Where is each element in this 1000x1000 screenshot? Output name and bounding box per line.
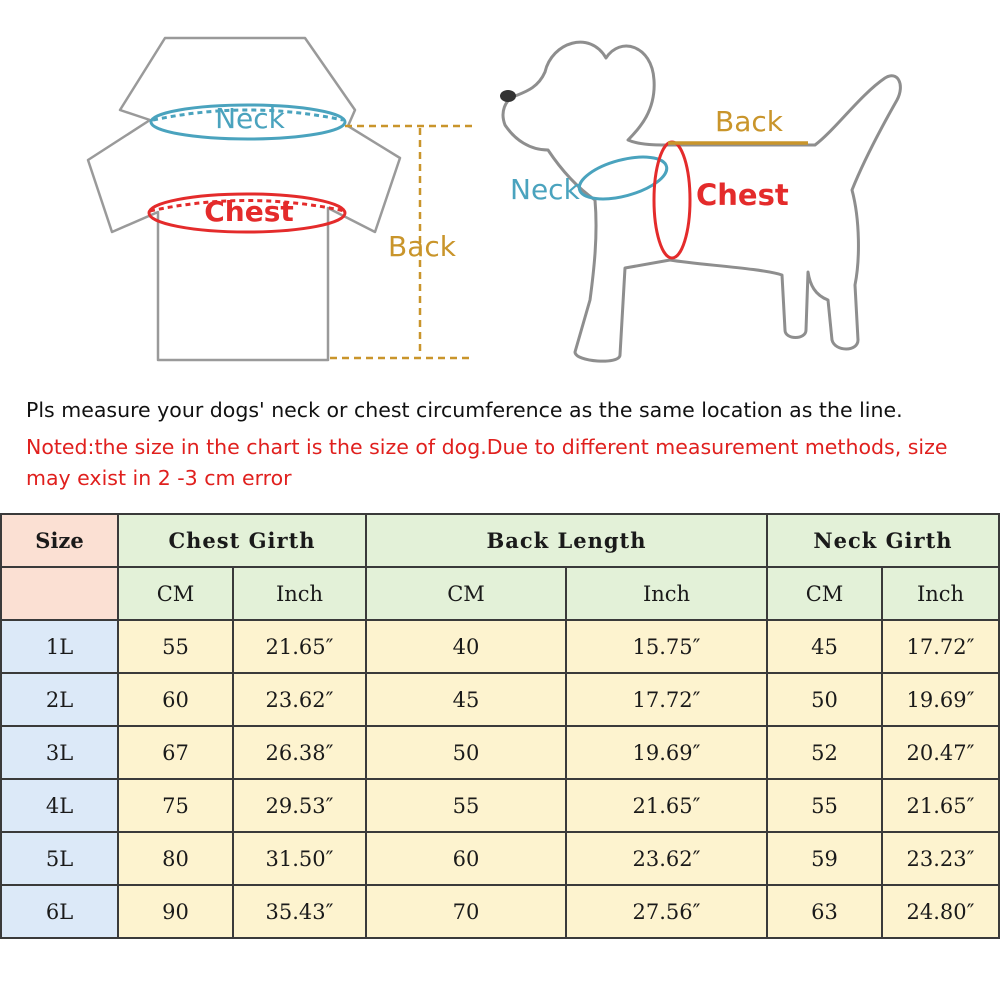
neck-cm-cell: 63 [767, 885, 882, 938]
size-cell: 3L [1, 726, 118, 779]
dog-back-label: Back [715, 105, 783, 138]
chest-cm-cell: 80 [118, 832, 233, 885]
unit-inch: Inch [233, 567, 366, 620]
dog-chest-line [654, 142, 690, 258]
size-header-blank [1, 567, 118, 620]
size-cell: 2L [1, 673, 118, 726]
chest-inch-cell: 26.38″ [233, 726, 366, 779]
chest-inch-cell: 21.65″ [233, 620, 366, 673]
unit-cm: CM [118, 567, 233, 620]
back-cm-cell: 45 [366, 673, 566, 726]
shirt-chest-label: Chest [204, 195, 294, 228]
back-inch-cell: 23.62″ [566, 832, 767, 885]
chest-inch-cell: 23.62″ [233, 673, 366, 726]
measurement-diagram [0, 0, 1000, 390]
chest-inch-cell: 35.43″ [233, 885, 366, 938]
neck-girth-header: Neck Girth [767, 514, 999, 567]
unit-cm: CM [767, 567, 882, 620]
neck-cm-cell: 50 [767, 673, 882, 726]
chest-cm-cell: 75 [118, 779, 233, 832]
table-unit-row [1, 567, 999, 620]
size-cell: 4L [1, 779, 118, 832]
chest-girth-header: Chest Girth [118, 514, 366, 567]
chest-cm-cell: 60 [118, 673, 233, 726]
table-row [1, 779, 999, 832]
neck-cm-cell: 55 [767, 779, 882, 832]
table-row [1, 673, 999, 726]
table-row [1, 726, 999, 779]
size-cell: 6L [1, 885, 118, 938]
measure-instruction: Pls measure your dogs' neck or chest circumference as the same location as the line. [26, 398, 903, 422]
shirt-neck-label: Neck [215, 102, 285, 135]
neck-inch-cell: 24.80″ [882, 885, 999, 938]
neck-inch-cell: 19.69″ [882, 673, 999, 726]
back-inch-cell: 27.56″ [566, 885, 767, 938]
table-row [1, 885, 999, 938]
size-cell: 1L [1, 620, 118, 673]
back-inch-cell: 21.65″ [566, 779, 767, 832]
back-cm-cell: 60 [366, 832, 566, 885]
back-cm-cell: 50 [366, 726, 566, 779]
table-row [1, 832, 999, 885]
size-cell: 5L [1, 832, 118, 885]
neck-cm-cell: 59 [767, 832, 882, 885]
shirt-back-label: Back [388, 230, 456, 263]
back-inch-cell: 15.75″ [566, 620, 767, 673]
back-cm-cell: 55 [366, 779, 566, 832]
unit-cm: CM [366, 567, 566, 620]
back-cm-cell: 70 [366, 885, 566, 938]
back-length-header: Back Length [366, 514, 767, 567]
neck-cm-cell: 52 [767, 726, 882, 779]
unit-inch: Inch [566, 567, 767, 620]
chest-cm-cell: 67 [118, 726, 233, 779]
dog-nose-icon [500, 90, 516, 102]
dog-neck-label: Neck [510, 173, 580, 206]
neck-inch-cell: 21.65″ [882, 779, 999, 832]
back-inch-cell: 19.69″ [566, 726, 767, 779]
back-cm-cell: 40 [366, 620, 566, 673]
chest-inch-cell: 31.50″ [233, 832, 366, 885]
chest-cm-cell: 90 [118, 885, 233, 938]
dog-chest-label: Chest [696, 178, 789, 212]
size-error-note: Noted:the size in the chart is the size of dog.Due to different measurement methods, size may exist in 2 -3 cm error [26, 435, 948, 490]
table-row [1, 620, 999, 673]
neck-cm-cell: 45 [767, 620, 882, 673]
size-chart-table [0, 513, 1000, 939]
back-inch-cell: 17.72″ [566, 673, 767, 726]
chest-inch-cell: 29.53″ [233, 779, 366, 832]
table-header-row [1, 514, 999, 567]
neck-inch-cell: 20.47″ [882, 726, 999, 779]
size-header: Size [1, 514, 118, 567]
neck-inch-cell: 17.72″ [882, 620, 999, 673]
neck-inch-cell: 23.23″ [882, 832, 999, 885]
unit-inch: Inch [882, 567, 999, 620]
chest-cm-cell: 55 [118, 620, 233, 673]
